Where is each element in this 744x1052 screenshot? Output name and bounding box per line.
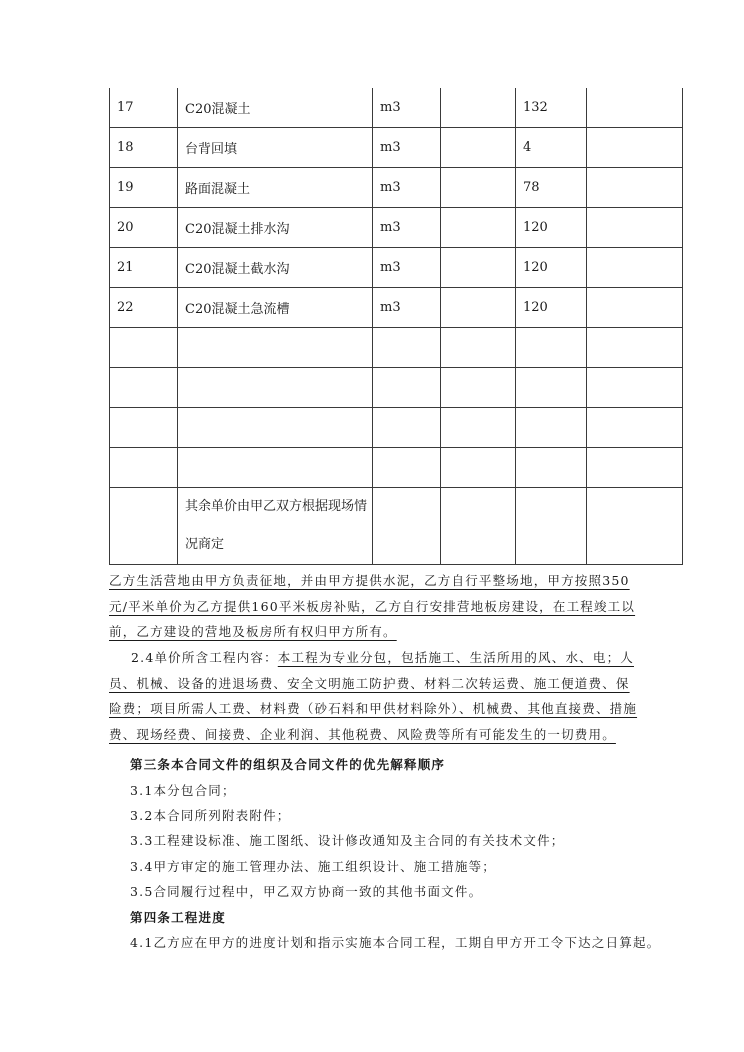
- section4-item: 4.1乙方应在甲方的进度计划和指示实施本合同工程，工期自甲方开工令下达之日算起。: [130, 935, 661, 950]
- unit-price-prefix: 2.4单价所含工程内容：: [131, 650, 278, 665]
- cell-remark: [587, 208, 683, 248]
- empty-cell: [178, 328, 373, 368]
- cell-price: [441, 168, 516, 208]
- cell-qty: 4: [516, 128, 587, 168]
- empty-cell: [178, 408, 373, 448]
- section3-item: 3.5合同履行过程中，甲乙双方协商一致的其他书面文件。: [130, 884, 483, 899]
- cell-price: [441, 88, 516, 128]
- section3-item: 3.4甲方审定的施工管理办法、施工组织设计、施工措施等；: [130, 859, 496, 874]
- cell-name: 路面混凝土: [178, 168, 373, 208]
- section4-heading: 第四条工程进度: [130, 910, 226, 925]
- cell-remark: [587, 128, 683, 168]
- empty-cell: [516, 368, 587, 408]
- unit-price-paragraph: [109, 645, 639, 747]
- cell-remark: [587, 168, 683, 208]
- table-row: [110, 248, 683, 288]
- cell-price: [441, 288, 516, 328]
- quantity-table: [109, 88, 683, 565]
- empty-cell: [110, 328, 178, 368]
- empty-row: [110, 328, 683, 368]
- cell-no: 17: [110, 88, 178, 128]
- table-row: [110, 208, 683, 248]
- empty-cell: [178, 448, 373, 488]
- empty-cell: [110, 408, 178, 448]
- section3-item: 3.3工程建设标准、施工图纸、设计修改通知及主合同的有关技术文件；: [130, 833, 565, 848]
- empty-cell: [587, 488, 683, 565]
- section3-item: 3.2本合同所列附表附件；: [130, 808, 291, 823]
- cell-qty: 120: [516, 288, 587, 328]
- cell-unit: m3: [373, 248, 441, 288]
- cell-no: 20: [110, 208, 178, 248]
- cell-name: C20混凝土急流槽: [178, 288, 373, 328]
- cell-name: C20混凝土排水沟: [178, 208, 373, 248]
- cell-no: 22: [110, 288, 178, 328]
- camp-paragraph: 乙方生活营地由甲方负责征地，并由甲方提供水泥，乙方自行平整场地，甲方按照350元/平米单价为乙方提供160平米板房补贴，乙方自行安排营地板房建设，在工程竣工以前，乙方建设的营地及板房所有权归甲方所有。: [109, 573, 636, 639]
- cell-unit: m3: [373, 88, 441, 128]
- table-row: [110, 168, 683, 208]
- empty-cell: [516, 408, 587, 448]
- table-row: [110, 88, 683, 128]
- cell-no: 19: [110, 168, 178, 208]
- section3-item: 3.1本分包合同；: [130, 783, 236, 798]
- empty-cell: [178, 368, 373, 408]
- empty-cell: [516, 448, 587, 488]
- empty-cell: [587, 408, 683, 448]
- empty-cell: [373, 368, 441, 408]
- empty-cell: [441, 368, 516, 408]
- empty-cell: [516, 328, 587, 368]
- cell-qty: 120: [516, 248, 587, 288]
- cell-name: 台背回填: [178, 128, 373, 168]
- cell-unit: m3: [373, 128, 441, 168]
- cell-qty: 120: [516, 208, 587, 248]
- empty-cell: [587, 448, 683, 488]
- note-cell: 其余单价由甲乙双方根据现场情况商定: [178, 488, 373, 565]
- empty-cell: [373, 328, 441, 368]
- empty-cell: [373, 408, 441, 448]
- cell-price: [441, 248, 516, 288]
- cell-unit: m3: [373, 288, 441, 328]
- cell-name: C20混凝土截水沟: [178, 248, 373, 288]
- empty-cell: [110, 448, 178, 488]
- cell-no: 21: [110, 248, 178, 288]
- section3-heading: 第三条本合同文件的组织及合同文件的优先解释顺序: [130, 757, 446, 772]
- unit-price-body: 本工程为专业分包，包括施工、生活所用的风、水、电；人员、机械、设备的进退场费、安全文明施工防护费、材料二次转运费、施工便道费、保险费；项目所需人工费、材料费（砂石料和甲供材料除外）、机械费、其他直接费、措施费、现场经费、间接费、企业利润、其他税费、风险费等所有可能发生的一切费用。: [109, 650, 638, 742]
- table-row: [110, 128, 683, 168]
- empty-row: [110, 408, 683, 448]
- cell-qty: 78: [516, 168, 587, 208]
- empty-cell: [441, 328, 516, 368]
- empty-cell: [110, 488, 178, 565]
- note-row: [110, 488, 683, 565]
- cell-remark: [587, 248, 683, 288]
- table-row: [110, 288, 683, 328]
- cell-price: [441, 128, 516, 168]
- empty-cell: [441, 408, 516, 448]
- cell-unit: m3: [373, 168, 441, 208]
- empty-cell: [587, 368, 683, 408]
- empty-cell: [587, 328, 683, 368]
- empty-cell: [110, 368, 178, 408]
- empty-cell: [441, 448, 516, 488]
- cell-no: 18: [110, 128, 178, 168]
- empty-row: [110, 368, 683, 408]
- empty-cell: [373, 448, 441, 488]
- empty-cell: [373, 488, 441, 565]
- cell-unit: m3: [373, 208, 441, 248]
- cell-qty: 132: [516, 88, 587, 128]
- cell-remark: [587, 288, 683, 328]
- cell-remark: [587, 88, 683, 128]
- empty-row: [110, 448, 683, 488]
- cell-price: [441, 208, 516, 248]
- empty-cell: [516, 488, 587, 565]
- cell-name: C20混凝土: [178, 88, 373, 128]
- empty-cell: [441, 488, 516, 565]
